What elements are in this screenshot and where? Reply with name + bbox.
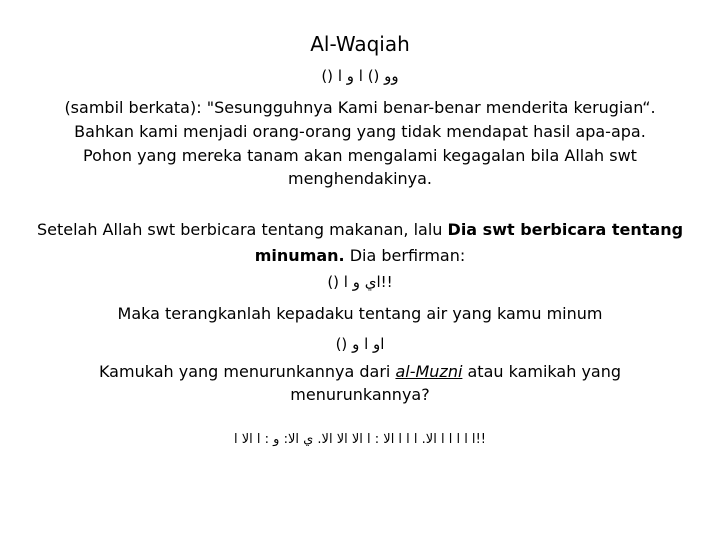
- paragraph-2-line-1: [0, 220, 720, 240]
- arabic-verse-3: () او ا و: [335, 335, 385, 353]
- translation-3-line-2: menurunkannya?: [290, 385, 430, 404]
- paragraph-1-line-4: menghendakinya.: [287, 169, 433, 188]
- translation-2: Maka terangkanlah kepadaku tentang air yang kamu minum: [117, 304, 603, 323]
- translation-3-line-1: [0, 362, 720, 382]
- paragraph-1-line-3: Pohon yang mereka tanam akan mengalami kegagalan bila Allah swt: [83, 146, 637, 165]
- arabic-footer: ا ا ا ا ا الا. ا ا ا الا : ا الا الا الا. ي الا: و : ا الا ا!!: [234, 432, 486, 447]
- paragraph-2-text-2: Dia berfirman:: [344, 246, 466, 265]
- paragraph-2-text: Setelah Allah swt berbicara tentang makanan, lalu: [36, 220, 448, 239]
- al-muzni-term: al-Muzni: [395, 362, 463, 381]
- page-title: Al-Waqiah: [310, 32, 410, 56]
- translation-3-text-2: atau kamikah yang: [462, 362, 622, 381]
- paragraph-2-bold-text-2: minuman.: [254, 246, 345, 265]
- translation-3-text: Kamukah yang menurunkannya dari: [98, 362, 396, 381]
- paragraph-1-line-1: (sambil berkata): "Sesungguhnya Kami benar-benar menderita kerugian“.: [64, 98, 656, 117]
- paragraph-1-line-2: Bahkan kami menjadi orang-orang yang tidak mendapat hasil apa-apa.: [74, 122, 646, 141]
- arabic-verse-1: () وو () ا و ا: [321, 67, 399, 85]
- paragraph-2-bold-text: Dia swt berbicara tentang: [447, 220, 684, 239]
- arabic-verse-2: () اي و ا!!: [327, 273, 393, 291]
- paragraph-2-line-2: [0, 246, 720, 266]
